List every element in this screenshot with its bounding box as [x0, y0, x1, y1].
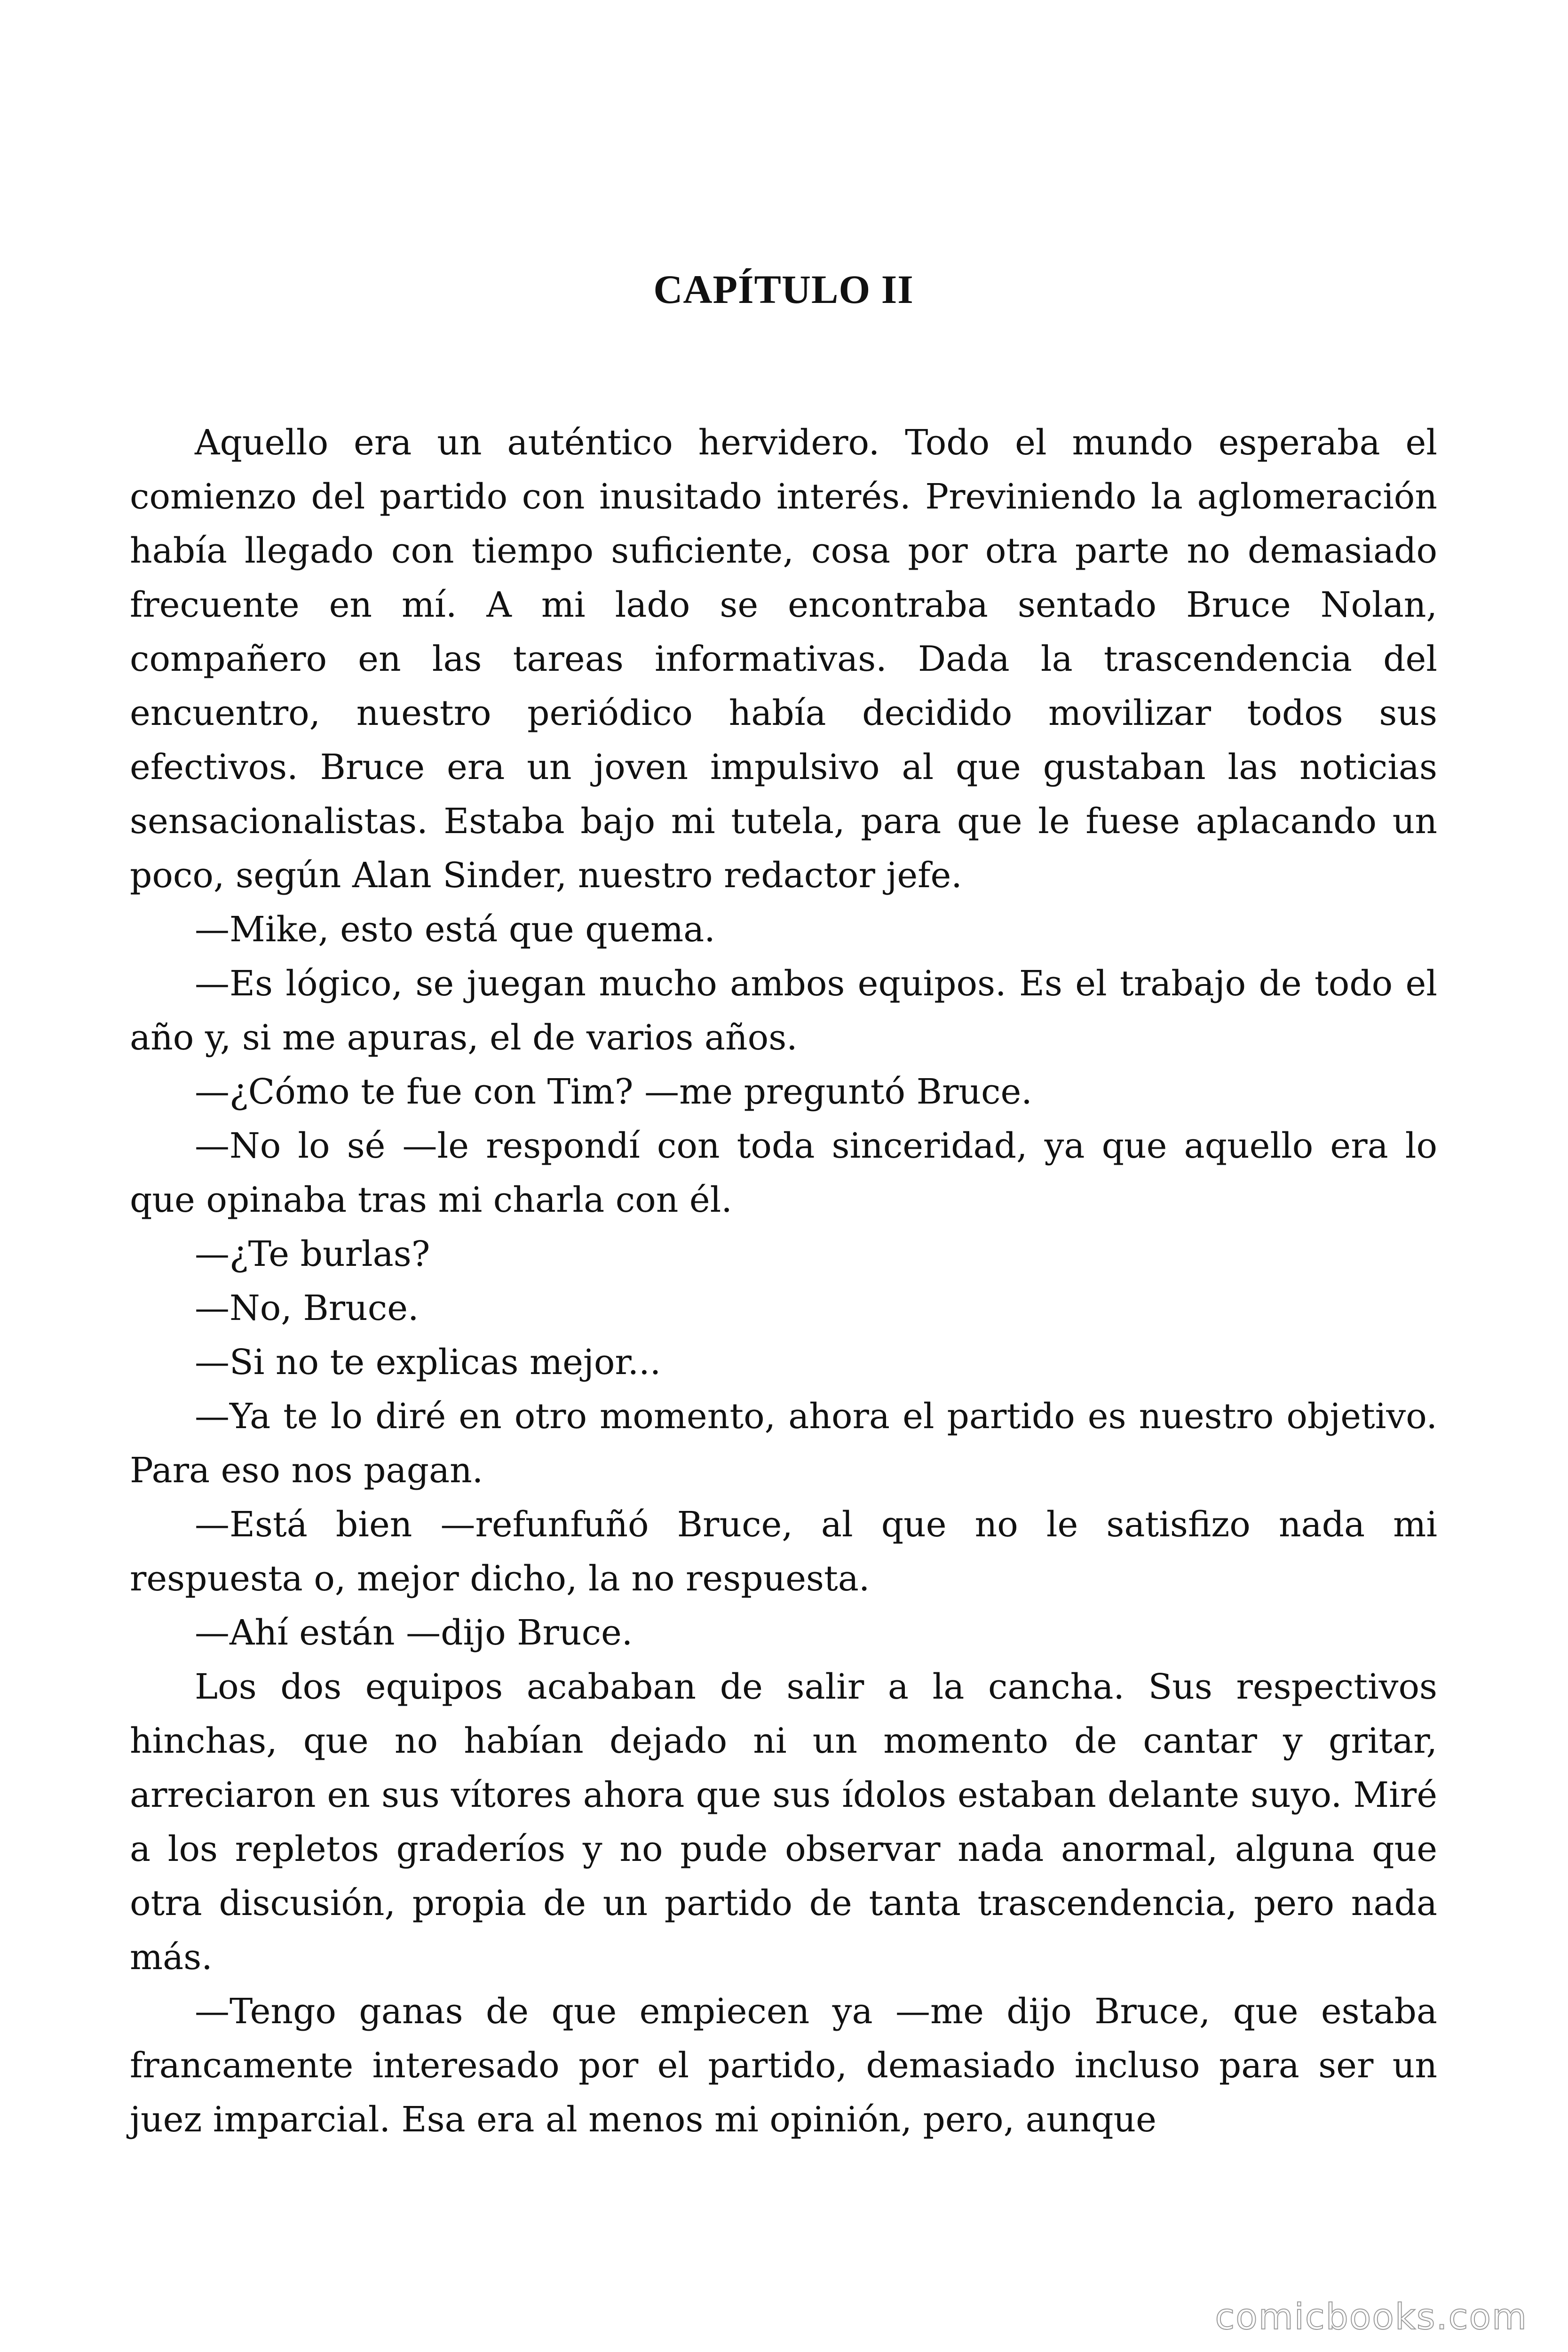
paragraph: —Ahí están —dijo Bruce.: [195, 1613, 633, 1653]
paragraph: Los dos equipos acababan de salir a la cancha. Sus respectivos hinchas, que no habían dejado ni un momento de cantar y gritar, arreciaron en sus vítores ahora que sus ídolos estaban delante suyo. Miré a los repletos graderíos y no pude observar nada anormal, alguna que otra discusión, propia de un partido de tanta trascendencia, pero nada más.: [130, 1667, 1437, 1978]
paragraph: —Está bien —refunfuñó Bruce, al que no le satisfizo nada mi respuesta o, mejor dicho, la no respuesta.: [130, 1504, 1437, 1599]
paragraph: —No lo sé —le respondí con toda sinceridad, ya que aquello era lo que opinaba tras mi charla con él.: [130, 1126, 1437, 1220]
paragraph: —Mike, esto está que quema.: [195, 909, 715, 950]
paragraph: —Si no te explicas mejor...: [195, 1342, 661, 1383]
paragraph: Aquello era un auténtico hervidero. Todo el mundo esperaba el comienzo del partido con inusitado interés. Previniendo la aglomeración había llegado con tiempo suficiente, cosa por otra parte no demasiado frecuente en mí. A mi lado se encontraba sentado Bruce Nolan, compañero en las tareas informativas. Dada la trascendencia del encuentro, nuestro periódico había decidido movilizar todos sus efectivos. Bruce era un joven impulsivo al que gustaban las noticias sensacionalistas. Estaba bajo mi tutela, para que le fuese aplacando un poco, según Alan Sinder, nuestro redactor jefe.: [130, 422, 1437, 896]
paragraph: —¿Cómo te fue con Tim? —me preguntó Bruce.: [195, 1072, 1032, 1112]
watermark: comicbooks.com: [1215, 2296, 1528, 2337]
paragraph: —Es lógico, se juegan mucho ambos equipos. Es el trabajo de todo el año y, si me apuras, el de varios años.: [130, 963, 1437, 1058]
paragraph: —¿Te burlas?: [195, 1234, 430, 1274]
chapter-title: CAPÍTULO II: [653, 267, 914, 312]
book-page: [130, 0, 1437, 2352]
chapter-body: [130, 416, 1437, 2147]
paragraph: —No, Bruce.: [195, 1288, 419, 1328]
paragraph: —Ya te lo diré en otro momento, ahora el partido es nuestro objetivo. Para eso nos pagan.: [130, 1396, 1437, 1491]
paragraph: —Tengo ganas de que empiecen ya —me dijo Bruce, que estaba francamente interesado por el partido, demasiado incluso para ser un juez imparcial. Esa era al menos mi opinión, pero, aunque: [130, 1991, 1437, 2140]
